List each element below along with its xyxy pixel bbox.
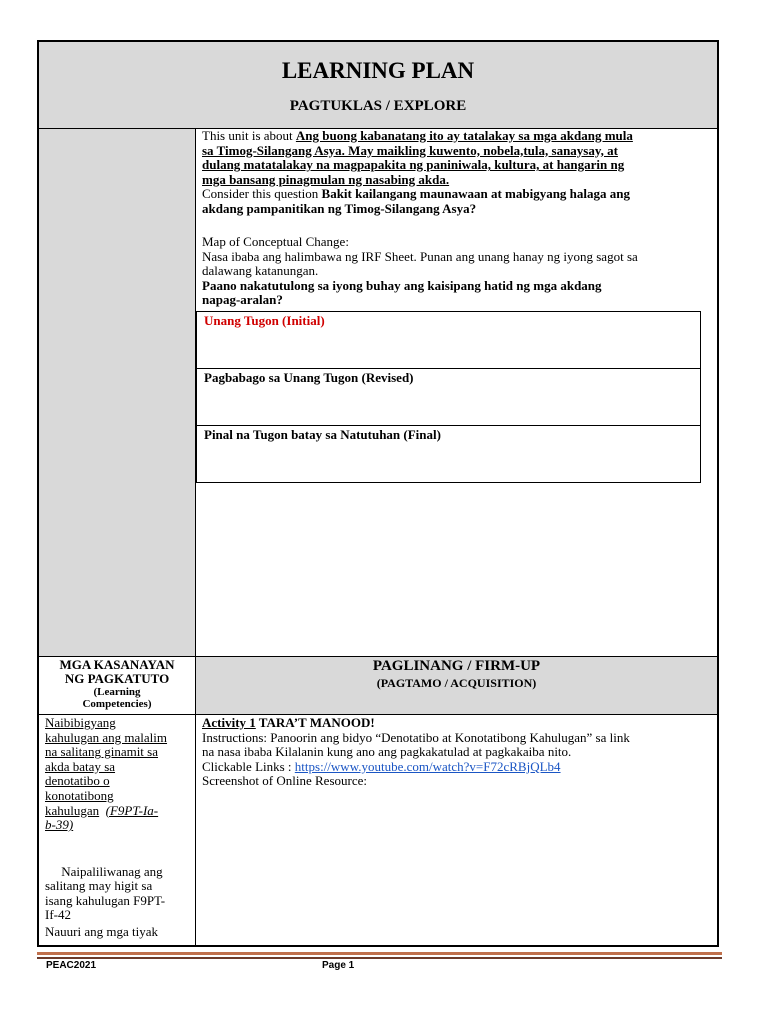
- competency-2-line: isang kahulugan F9PT-: [45, 892, 166, 908]
- competency-1-code-cont: b-39): [45, 817, 74, 833]
- firmup-header-cell: [196, 657, 717, 714]
- essential-question-line1: Bakit kailangang maunawaan at mabigyang halaga ang: [321, 186, 630, 202]
- header-cell: [39, 42, 717, 128]
- map-of-conceptual-change: [202, 235, 712, 308]
- page-title: LEARNING PLAN: [281, 58, 475, 83]
- activity-label: Activity 1: [202, 715, 256, 730]
- links-label: Clickable Links :: [202, 758, 295, 774]
- screenshot-label: Screenshot of Online Resource:: [202, 773, 367, 789]
- map-instructions-line1: Nasa ibaba ang halimbawa ng IRF Sheet. Punan ang unang hanay ng iyong sagot sa: [202, 248, 638, 264]
- section-title-explore: PAGTUKLAS / EXPLORE: [289, 98, 467, 114]
- footer-rule-dark: [37, 957, 722, 959]
- map-title: Map of Conceptual Change:: [202, 234, 349, 249]
- competency-2-line: Naipaliliwanag ang: [58, 863, 163, 879]
- competency-1-line: Naibibigyang: [45, 715, 116, 730]
- competencies-subheading-line1: (Learning: [93, 686, 141, 698]
- competency-3: Nauuri ang mga tiyak: [45, 924, 158, 939]
- irf-label-revised: Pagbabago sa Unang Tugon (Revised): [204, 370, 414, 385]
- instructions-line1: Instructions: Panoorin ang bidyo “Denotatibo at Konotatibong Kahulugan” sa link: [202, 729, 630, 745]
- competency-1: [45, 716, 191, 833]
- section-subtitle-acquisition: (PAGTAMO / ACQUISITION): [376, 676, 537, 690]
- instructions-line2: na nasa ibaba Kilalanin kung ano ang pagkakatulad at pagkakaiba nito.: [202, 744, 572, 760]
- irf-label-final: Pinal na Tugon batay sa Natutuhan (Final): [204, 427, 441, 442]
- essential-question-line2: akdang pampanitikan ng Timog-Silangang Asya?: [202, 200, 477, 216]
- map-instructions-line2: dalawang katanungan.: [202, 263, 319, 279]
- learning-plan-table: [37, 40, 719, 947]
- competencies-subheading-line2: Competencies): [82, 698, 152, 710]
- explore-left-cell: [39, 129, 195, 656]
- youtube-link[interactable]: https://www.youtube.com/watch?v=F72cRBjQLb4: [294, 758, 561, 774]
- competency-2-line: salitang may higit sa: [45, 878, 153, 894]
- competency-1-line: kahulugan ang malalim: [45, 729, 168, 745]
- competencies-heading-line2: NG PAGKATUTO: [64, 671, 170, 686]
- irf-sheet: [196, 311, 701, 483]
- competencies-heading: [39, 658, 195, 710]
- unit-topic-line1: Ang buong kabanatang ito ay tatalakay sa mga akdang mula: [295, 128, 633, 143]
- competency-1-line: konotatibong: [45, 787, 114, 803]
- irf-label-initial: Unang Tugon (Initial): [204, 313, 325, 328]
- irf-row-final[interactable]: [197, 426, 700, 482]
- map-question-line2: napag-aralan?: [202, 292, 283, 308]
- footer-rule: [37, 952, 722, 955]
- competency-1-line: na salitang ginamit sa: [45, 744, 159, 760]
- section-title-firmup: PAGLINANG / FIRM-UP: [372, 658, 541, 674]
- competency-1-code: (F9PT-Ia-: [105, 802, 159, 818]
- unit-prefix: This unit is about: [202, 128, 296, 143]
- competency-1-line: kahulugan: [45, 802, 100, 818]
- unit-description: [202, 129, 712, 217]
- competencies-heading-line1: MGA KASANAYAN: [59, 657, 175, 672]
- activity-title: TARA’T MANOOD!: [255, 715, 375, 730]
- competency-2-line: If-42: [45, 907, 71, 923]
- footer-page-number: Page 1: [322, 960, 355, 971]
- footer-left-text: PEAC2021: [46, 960, 97, 971]
- activity-1: [202, 716, 712, 789]
- competencies-header-cell: [39, 657, 195, 714]
- unit-topic-line4: mga bansang pinagmulan ng nasabing akda.: [202, 171, 450, 187]
- unit-topic-line3: dulang matatalakay na magpapakita ng paniniwala, kultura, at hangarin ng: [202, 157, 625, 173]
- irf-row-revised[interactable]: [197, 369, 700, 426]
- competency-1-line: akda batay sa: [45, 758, 116, 774]
- unit-topic-line2: sa Timog-Silangang Asya. May maikling kuwento, nobela,tula, sanaysay, at: [202, 142, 618, 158]
- competency-1-line: denotatibo o: [45, 773, 110, 789]
- question-prefix: Consider this question: [202, 186, 322, 202]
- irf-row-initial[interactable]: [197, 312, 700, 369]
- map-question-line1: Paano nakatutulong sa iyong buhay ang kaisipang hatid ng mga akdang: [202, 277, 602, 293]
